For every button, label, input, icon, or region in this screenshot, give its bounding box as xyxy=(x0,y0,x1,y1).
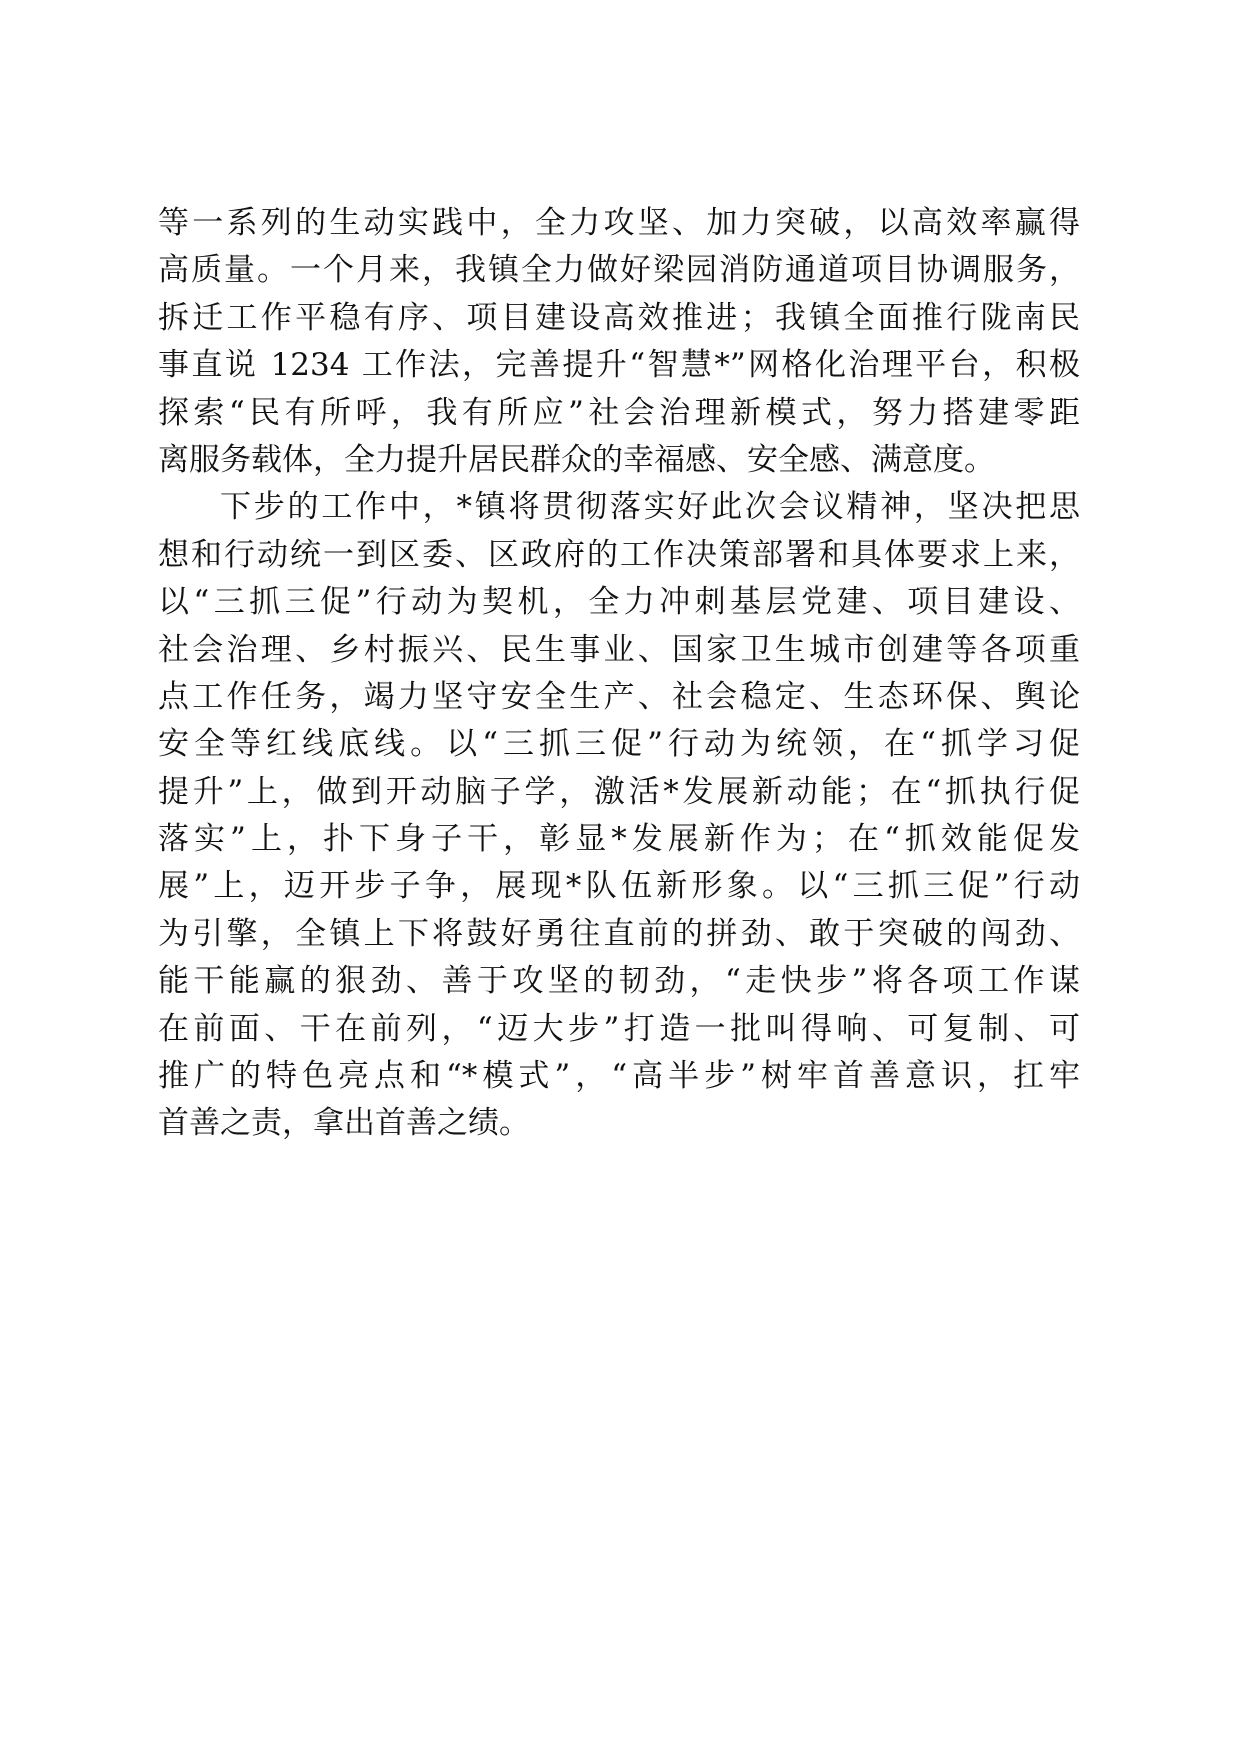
paragraph-line: 为引擎，全镇上下将鼓好勇往直前的拼劲、敢于突破的闯劲、 xyxy=(158,915,1080,952)
paragraph-line: 探索“民有所呼，我有所应”社会治理新模式，努力搭建零距 xyxy=(158,394,1080,431)
paragraph-line: 落实”上，扑下身子干，彰显*发展新作为；在“抓效能促发 xyxy=(158,821,1080,858)
paragraph-2 xyxy=(158,484,1080,1147)
paragraph-line: 安全等红线底线。以“三抓三促”行动为统领，在“抓学习促 xyxy=(158,726,1080,763)
paragraph-line: 以“三抓三促”行动为契机，全力冲刺基层党建、项目建设、 xyxy=(158,584,1080,621)
paragraph-line: 高质量。一个月来，我镇全力做好梁园消防通道项目协调服务， xyxy=(158,252,1080,289)
paragraph-line: 事直说 1234 工作法，完善提升“智慧*”网格化治理平台，积极 xyxy=(158,347,1080,384)
paragraph-line: 拆迁工作平稳有序、项目建设高效推进；我镇全面推行陇南民 xyxy=(158,299,1080,336)
paragraph-line: 推广的特色亮点和“*模式”，“高半步”树牢首善意识，扛牢 xyxy=(158,1058,1080,1095)
document-body xyxy=(158,200,1080,1148)
paragraph-line: 点工作任务，竭力坚守安全生产、社会稳定、生态环保、舆论 xyxy=(158,678,1080,715)
paragraph-line: 下步的工作中，*镇将贯彻落实好此次会议精神，坚决把思 xyxy=(220,489,1080,526)
paragraph-line: 想和行动统一到区委、区政府的工作决策部署和具体要求上来， xyxy=(158,536,1080,573)
paragraph-line: 能干能赢的狠劲、善于攻坚的韧劲，“走快步”将各项工作谋 xyxy=(158,963,1080,1000)
paragraph-1 xyxy=(158,200,1080,484)
paragraph-line: 离服务载体，全力提升居民群众的幸福感、安全感、满意度。 xyxy=(158,441,995,478)
paragraph-line: 展”上，迈开步子争，展现*队伍新形象。以“三抓三促”行动 xyxy=(158,868,1080,905)
paragraph-line: 社会治理、乡村振兴、民生事业、国家卫生城市创建等各项重 xyxy=(158,631,1080,668)
paragraph-line: 在前面、干在前列，“迈大步”打造一批叫得响、可复制、可 xyxy=(158,1010,1080,1047)
paragraph-line: 提升”上，做到开动脑子学，激活*发展新动能；在“抓执行促 xyxy=(158,773,1080,810)
paragraph-line: 等一系列的生动实践中，全力攻坚、加力突破，以高效率赢得 xyxy=(158,205,1080,241)
paragraph-line: 首善之责，拿出首善之绩。 xyxy=(158,1105,530,1142)
